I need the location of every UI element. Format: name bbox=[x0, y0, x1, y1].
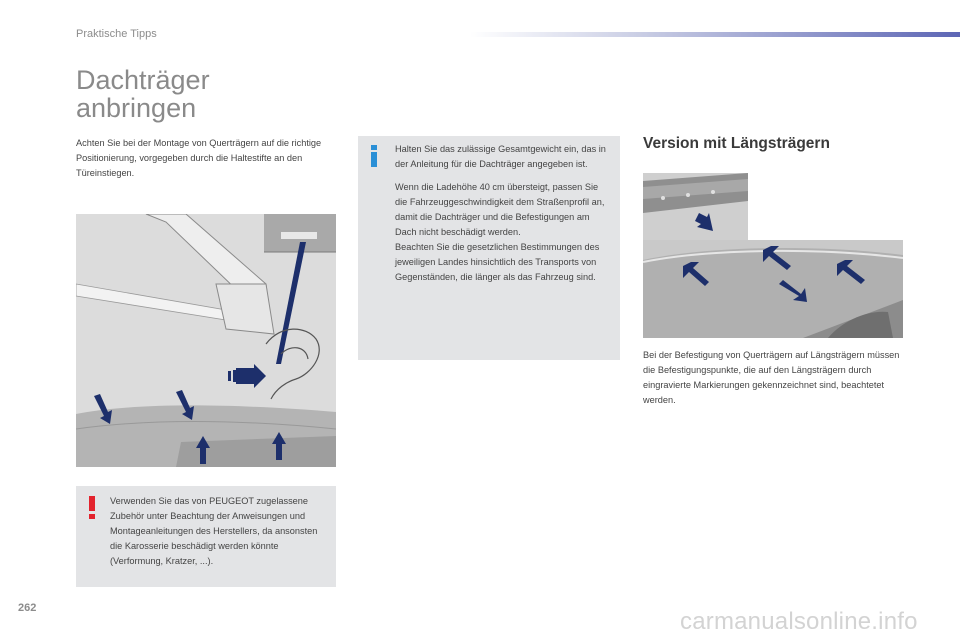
rails-section-title: Version mit Längsträgern bbox=[643, 135, 830, 152]
info-note-paragraph: Halten Sie das zulässige Gesamtgewicht ein, das in der Anleitung für die Dachträger angegeben ist. bbox=[395, 144, 606, 169]
rail-closeup-illustration bbox=[643, 173, 748, 243]
info-icon bbox=[369, 145, 379, 167]
rails-section-text: Bei der Befestigung von Querträgern auf Längsträgern müssen die Befestigungspunkte, die auf den Längsträgern durch eingravierte Markierungen gekennzeichnet sind, beachtetet werden. bbox=[643, 350, 900, 405]
warning-note-text: Verwenden Sie das von PEUGEOT zugelassene Zubehör unter Beachtung der Anweisungen und Montageanleitungen des Herstellers, da ansonsten die Karosserie beschädigt werden könnte (Verformung, Kratzer, ...). bbox=[110, 496, 318, 566]
watermark: carmanualsonline.info bbox=[680, 608, 918, 635]
roof-bar-mounting-illustration bbox=[76, 214, 336, 467]
info-note-paragraph: Beachten Sie die gesetzlichen Bestimmungen des jeweiligen Landes hinsichtlich des Transports von Gegenständen, die länger als das Fahrzeug sind. bbox=[395, 242, 600, 282]
warning-icon bbox=[87, 496, 97, 520]
page-title-line2: anbringen bbox=[76, 93, 197, 123]
info-note-paragraph: Wenn die Ladehöhe 40 cm übersteigt, passen Sie die Fahrzeuggeschwindigkeit dem Straßenprofil an, damit die Dachträger und die Befestigungen am Dach nicht beschädigt werden. bbox=[395, 182, 605, 237]
roof-rails-illustration bbox=[643, 240, 903, 338]
warning-note bbox=[76, 486, 336, 587]
header-rule bbox=[470, 32, 960, 37]
page-title-line1: Dachträger bbox=[76, 65, 210, 95]
intro-text: Achten Sie bei der Montage von Querträgern auf die richtige Positionierung, vorgegeben durch die Haltestifte an den Türeinstiegen. bbox=[76, 138, 322, 178]
page-number: 262 bbox=[18, 602, 37, 614]
section-label: Praktische Tipps bbox=[76, 28, 157, 40]
page-title bbox=[76, 66, 210, 122]
info-note bbox=[358, 136, 620, 360]
